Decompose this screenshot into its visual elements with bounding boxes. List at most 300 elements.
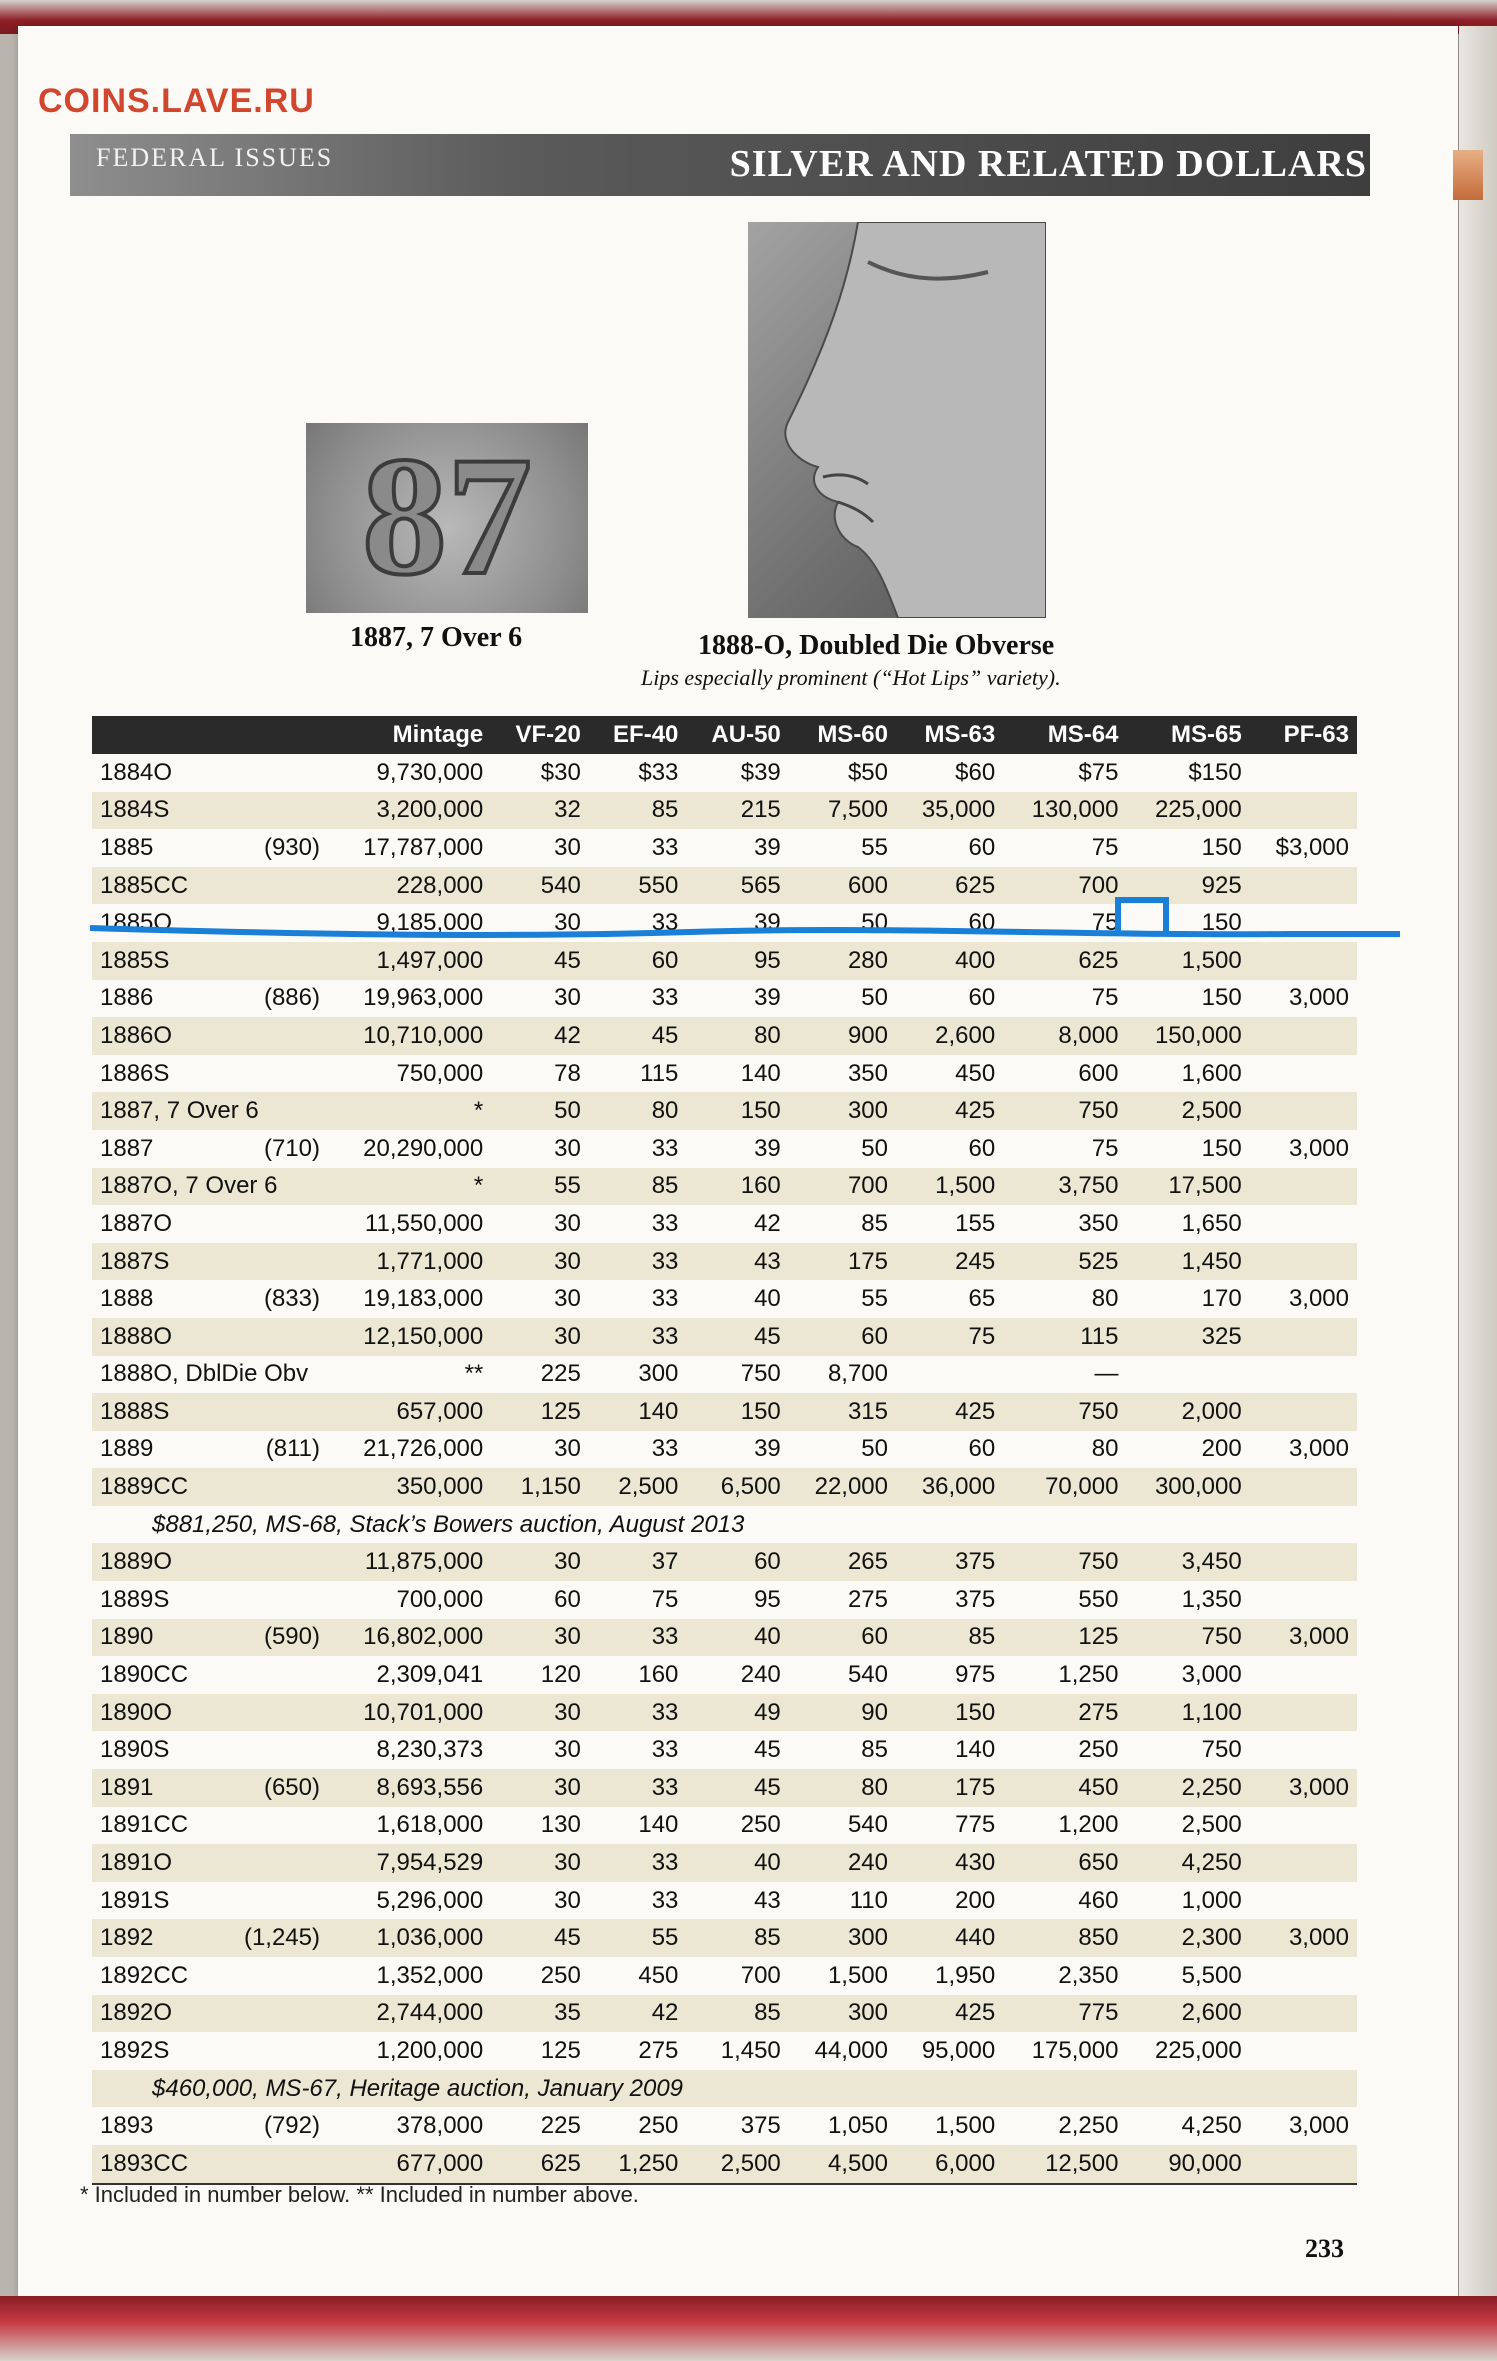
price-cell: 150 <box>896 1694 1003 1732</box>
table-row <box>92 829 1357 867</box>
price-cell: 2,500 <box>686 2145 788 2184</box>
price-cell: 42 <box>754 1209 781 1237</box>
price-cell: 6,000 <box>896 2145 1003 2184</box>
price-cell: 2,000 <box>1126 1393 1249 1431</box>
page-number: 233 <box>1305 2234 1344 2263</box>
date-label: 1892CC <box>100 1961 189 1989</box>
price-cell: 150 <box>686 1393 788 1431</box>
table-row <box>92 1919 1357 1957</box>
date-label: 1889O <box>100 1548 173 1576</box>
price-cell: 565 <box>686 867 788 905</box>
price-cell: 225 <box>540 2112 581 2140</box>
price-cell: 225,000 <box>1126 792 1249 830</box>
price-cell: 80 <box>589 1092 687 1130</box>
price-cell: 60 <box>554 1585 581 1613</box>
photo-caption-subtitle: Lips especially prominent (“Hot Lips” variety). <box>641 665 1061 690</box>
price-cell: 3,000 <box>1288 1285 1349 1313</box>
row-date <box>92 829 328 867</box>
table-row <box>92 1055 1357 1093</box>
price-cell: 1,200 <box>1058 1811 1119 1839</box>
price-cell: 3,000 <box>1288 1134 1349 1162</box>
price-cell: 280 <box>789 942 896 980</box>
date-label: 1890S <box>100 1736 170 1764</box>
price-cell: 325 <box>1126 1318 1249 1356</box>
price-cell: 3,000 <box>1181 1661 1242 1689</box>
price-cell: 45 <box>589 1017 687 1055</box>
mintage-cell: 378,000 <box>396 2112 484 2140</box>
table-row <box>92 1168 1357 1206</box>
column-header <box>92 716 328 754</box>
price-cell: 2,300 <box>1126 1919 1249 1957</box>
table-row <box>92 1243 1357 1281</box>
date-label: 1885S <box>100 946 170 974</box>
mintage-cell: 2,744,000 <box>328 1995 491 2033</box>
mintage-cell: 1,497,000 <box>328 942 491 980</box>
price-cell: 33 <box>651 1134 679 1162</box>
price-cell: 95 <box>686 942 788 980</box>
price-cell <box>1250 867 1357 905</box>
price-cell: 85 <box>589 792 687 830</box>
date-label: 1885CC <box>100 871 189 899</box>
date-label: 1890O <box>100 1698 173 1726</box>
price-cell: 90 <box>789 1694 896 1732</box>
price-cell: 75 <box>1091 909 1119 937</box>
row-date <box>92 1356 328 1394</box>
price-cell: 1,500 <box>935 2112 996 2140</box>
price-cell: 60 <box>968 984 996 1012</box>
date-label: 1888S <box>100 1397 170 1425</box>
price-cell: 700 <box>1003 867 1126 905</box>
table-row <box>92 1731 1357 1769</box>
mintage-cell: 11,550,000 <box>364 1209 484 1237</box>
row-date <box>92 1995 328 2033</box>
price-cell: 550 <box>1078 1585 1119 1613</box>
price-cell: 775 <box>955 1811 996 1839</box>
price-cell: 30 <box>491 1844 589 1882</box>
row-date <box>92 1055 328 1093</box>
price-cell: 8,700 <box>827 1360 888 1388</box>
price-cell: 430 <box>896 1844 1003 1882</box>
price-cell: 85 <box>686 1995 788 2033</box>
price-cell: $33 <box>638 758 679 786</box>
row-date <box>92 1468 328 1506</box>
price-cell <box>1250 1318 1357 1356</box>
price-cell: 30 <box>491 1769 589 1807</box>
row-date <box>92 2032 328 2070</box>
price-cell: $3,000 <box>1275 833 1349 861</box>
price-cell: 170 <box>1201 1285 1242 1313</box>
price-cell: 275 <box>638 2036 679 2064</box>
price-cell: 1,100 <box>1126 1694 1249 1732</box>
column-header: AU-50 <box>686 716 788 754</box>
scan-background-bottom <box>0 2296 1497 2361</box>
price-cell: 600 <box>1078 1059 1119 1087</box>
price-cell: 30 <box>554 833 581 861</box>
price-cell: 440 <box>896 1919 1003 1957</box>
price-cell: 37 <box>589 1543 687 1581</box>
price-cell <box>1250 1356 1357 1394</box>
price-cell: 44,000 <box>814 2036 888 2064</box>
price-cell: 1,150 <box>491 1468 589 1506</box>
row-date <box>92 1807 328 1845</box>
table-row <box>92 1694 1357 1732</box>
column-header: MS-65 <box>1126 716 1249 754</box>
mintage-cell: 19,183,000 <box>363 1285 484 1313</box>
price-cell: 50 <box>861 1134 888 1162</box>
row-date <box>92 1130 328 1168</box>
price-cell: 43 <box>754 1886 781 1914</box>
price-cell: 1,450 <box>1126 1243 1249 1281</box>
date-label: 1893 <box>100 2112 154 2140</box>
price-cell: 3,750 <box>1003 1168 1126 1206</box>
price-cell: 125 <box>491 1393 589 1431</box>
price-cell: 425 <box>896 1393 1003 1431</box>
row-date <box>92 1581 328 1619</box>
price-cell: 75 <box>896 1318 1003 1356</box>
price-cell: 45 <box>491 1919 589 1957</box>
row-date <box>92 1168 328 1206</box>
date-label: 1887O <box>100 1209 173 1237</box>
table-row <box>92 1356 1357 1394</box>
row-date <box>92 867 328 905</box>
price-cell: 33 <box>589 1694 687 1732</box>
price-cell: 425 <box>896 1995 1003 2033</box>
row-date <box>92 1243 328 1281</box>
price-cell: 130,000 <box>1003 792 1126 830</box>
proof-mintage: (792) <box>263 2112 320 2140</box>
price-cell: 60 <box>789 1318 896 1356</box>
row-date <box>92 1280 328 1318</box>
price-cell: 300 <box>789 1092 896 1130</box>
mintage-cell: 750,000 <box>396 1059 484 1087</box>
price-cell: 33 <box>651 1285 679 1313</box>
column-header: MS-60 <box>789 716 896 754</box>
price-cell <box>1250 1807 1357 1845</box>
photo-caption-1888o-ddo: 1888-O, Doubled Die Obverse <box>698 630 1055 661</box>
price-cell: 80 <box>789 1769 896 1807</box>
price-cell: 540 <box>491 867 589 905</box>
price-cell: 1,500 <box>827 1961 888 1989</box>
price-cell: 125 <box>1003 1619 1126 1657</box>
header-title: SILVER AND RELATED DOLLARS <box>729 143 1367 185</box>
price-cell: 350 <box>847 1059 888 1087</box>
table-row <box>92 1957 1357 1995</box>
price-cell: 85 <box>896 1619 1003 1657</box>
price-cell: 95,000 <box>921 2036 996 2064</box>
column-header: MS-64 <box>1003 716 1126 754</box>
price-cell: 150 <box>1201 833 1242 861</box>
price-cell: 30 <box>491 1543 589 1581</box>
table-row <box>92 1431 1357 1469</box>
price-cell: 750 <box>1003 1092 1126 1130</box>
price-cell: 925 <box>1126 867 1249 905</box>
price-cell <box>1250 1656 1357 1694</box>
price-cell: 30 <box>554 1886 581 1914</box>
price-cell: 2,500 <box>1181 1811 1242 1839</box>
mintage-cell: 350,000 <box>328 1468 491 1506</box>
mintage-cell: 10,701,000 <box>328 1694 491 1732</box>
price-cell: 85 <box>861 1209 888 1237</box>
price-cell <box>1250 754 1357 792</box>
price-cell: 33 <box>651 1209 679 1237</box>
page-tab-marker <box>1453 150 1483 200</box>
mintage-cell: 17,787,000 <box>363 833 484 861</box>
price-cell: 140 <box>955 1736 996 1764</box>
price-cell: 12,500 <box>1003 2145 1126 2184</box>
price-cell: $150 <box>1188 758 1242 786</box>
row-date <box>92 1543 328 1581</box>
date-label: 1889S <box>100 1585 170 1613</box>
mintage-cell: 1,036,000 <box>328 1919 491 1957</box>
price-cell: 30 <box>554 909 581 937</box>
price-cell: 1,000 <box>1181 1886 1242 1914</box>
price-cell: 65 <box>968 1285 996 1313</box>
table-row <box>92 1318 1357 1356</box>
proof-mintage: (590) <box>263 1623 320 1651</box>
price-cell: 250 <box>1078 1736 1119 1764</box>
column-header: VF-20 <box>491 716 589 754</box>
mintage-cell: 9,185,000 <box>376 909 484 937</box>
mintage-cell: 677,000 <box>328 2145 491 2184</box>
price-cell <box>1250 1468 1357 1506</box>
table-row <box>92 2145 1357 2184</box>
row-date <box>92 1205 328 1243</box>
price-cell: 1,250 <box>589 2145 687 2184</box>
price-cell: 30 <box>491 1619 589 1657</box>
mintage-cell: 1,352,000 <box>376 1961 484 1989</box>
price-cell: 80 <box>686 1017 788 1055</box>
proof-mintage: (833) <box>263 1285 320 1313</box>
row-date <box>92 1431 328 1469</box>
date-label: 1889CC <box>100 1473 189 1501</box>
price-cell <box>1126 1356 1249 1394</box>
header-section-label: FEDERAL ISSUES <box>96 143 334 172</box>
table-row <box>92 1280 1357 1318</box>
price-cell: 625 <box>1003 942 1126 980</box>
auction-note-row <box>92 2070 1357 2108</box>
price-cell: 3,000 <box>1250 1769 1357 1807</box>
price-cell: 30 <box>554 1736 581 1764</box>
price-cell: 525 <box>1003 1243 1126 1281</box>
mintage-cell: 700,000 <box>396 1585 484 1613</box>
date-label: 1888O <box>100 1322 173 1350</box>
date-label: 1886S <box>100 1059 170 1087</box>
price-cell: 33 <box>589 1769 687 1807</box>
footnote: * Included in number below. ** Included in number above. <box>80 2182 639 2207</box>
price-cell: 2,350 <box>1058 1961 1119 1989</box>
price-cell: 1,500 <box>896 1168 1003 1206</box>
price-cell: 300,000 <box>1126 1468 1249 1506</box>
price-cell: 50 <box>861 909 888 937</box>
price-cell: 7,500 <box>789 792 896 830</box>
price-cell: 450 <box>955 1059 996 1087</box>
price-cell: 1,350 <box>1181 1585 1242 1613</box>
price-cell <box>1250 942 1357 980</box>
price-cell: 625 <box>896 867 1003 905</box>
blue-pen-underline <box>90 924 1400 944</box>
table-row <box>92 792 1357 830</box>
price-cell: 225,000 <box>1154 2036 1242 2064</box>
table-row <box>92 1092 1357 1130</box>
price-cell: 39 <box>754 1134 781 1162</box>
table-row <box>92 1807 1357 1845</box>
price-cell: 35 <box>491 1995 589 2033</box>
mintage-cell: 1,618,000 <box>376 1811 484 1839</box>
price-cell: 30 <box>554 1209 581 1237</box>
price-cell: 1,500 <box>1126 942 1249 980</box>
price-cell: 33 <box>589 1619 687 1657</box>
price-cell: 1,950 <box>935 1961 996 1989</box>
table-row <box>92 1995 1357 2033</box>
date-label: 1891S <box>100 1886 170 1914</box>
row-date <box>92 1731 328 1769</box>
mintage-cell: 9,730,000 <box>376 758 484 786</box>
table-row <box>92 1581 1357 1619</box>
column-header: MS-63 <box>896 716 1003 754</box>
row-date <box>92 2145 328 2184</box>
price-cell: 80 <box>1091 1435 1119 1463</box>
auction-record-note: $460,000, MS-67, Heritage auction, January 2009 <box>92 2070 1357 2108</box>
price-cell: 1,050 <box>827 2112 888 2140</box>
price-cell: 95 <box>754 1585 781 1613</box>
price-cell: 90,000 <box>1126 2145 1249 2184</box>
price-cell: 50 <box>491 1092 589 1130</box>
price-cell: 140 <box>740 1059 781 1087</box>
price-cell: 750 <box>740 1360 781 1388</box>
proof-mintage: (886) <box>263 984 320 1012</box>
price-cell: 375 <box>740 2112 781 2140</box>
price-cell: 200 <box>1201 1435 1242 1463</box>
row-date <box>92 1919 328 1957</box>
price-cell: 85 <box>686 1919 788 1957</box>
table-row <box>92 2032 1357 2070</box>
date-label: 1890CC <box>100 1661 189 1689</box>
auction-note-row <box>92 1506 1357 1544</box>
price-cell: 3,000 <box>1250 1919 1357 1957</box>
date-label: 1888 <box>100 1285 154 1313</box>
price-cell: 250 <box>540 1961 581 1989</box>
price-cell: 30 <box>491 1694 589 1732</box>
price-cell: 75 <box>651 1585 679 1613</box>
price-cell: 33 <box>651 1886 679 1914</box>
price-cell <box>1250 1957 1357 1995</box>
price-cell: 750 <box>1126 1619 1249 1657</box>
row-date <box>92 980 328 1018</box>
date-label: 1893CC <box>100 2149 189 2177</box>
price-cell: 175 <box>896 1769 1003 1807</box>
date-label: 1892S <box>100 2036 170 2064</box>
price-cell: 6,500 <box>686 1468 788 1506</box>
price-cell: 750 <box>1201 1736 1242 1764</box>
price-cell: 275 <box>847 1585 888 1613</box>
price-cell: 540 <box>847 1811 888 1839</box>
price-cell: 400 <box>896 942 1003 980</box>
date-label: 1889 <box>100 1435 154 1463</box>
price-cell: 160 <box>686 1168 788 1206</box>
proof-mintage: (650) <box>263 1773 320 1801</box>
mintage-cell: * <box>328 1092 491 1130</box>
price-cell: 50 <box>861 1435 888 1463</box>
price-cell: 150 <box>686 1092 788 1130</box>
price-cell: 110 <box>849 1886 888 1914</box>
price-cell: 250 <box>740 1811 781 1839</box>
price-cell <box>1250 1995 1357 2033</box>
date-label: 1890 <box>100 1623 154 1651</box>
price-cell: 55 <box>861 833 888 861</box>
overdate-digits-image <box>306 423 588 613</box>
price-cell: 215 <box>686 792 788 830</box>
price-cell: 33 <box>589 1318 687 1356</box>
price-cell: 350 <box>1078 1209 1119 1237</box>
mintage-cell: 228,000 <box>328 867 491 905</box>
price-cell: 540 <box>847 1661 888 1689</box>
price-cell <box>1250 1694 1357 1732</box>
price-cell: 775 <box>1003 1995 1126 2033</box>
table-row <box>92 1619 1357 1657</box>
mintage-cell: 7,954,529 <box>328 1844 491 1882</box>
row-date <box>92 2107 328 2145</box>
price-cell: 4,500 <box>789 2145 896 2184</box>
price-cell <box>1250 1543 1357 1581</box>
price-cell: 60 <box>968 1435 996 1463</box>
price-cell: 36,000 <box>896 1468 1003 1506</box>
row-date <box>92 1318 328 1356</box>
price-cell <box>1250 1092 1357 1130</box>
price-cell: $30 <box>540 758 581 786</box>
price-cell <box>1250 1243 1357 1281</box>
price-cell: 85 <box>861 1736 888 1764</box>
price-cell: 40 <box>686 1844 788 1882</box>
price-cell <box>1250 1017 1357 1055</box>
price-cell: 4,250 <box>1181 2112 1242 2140</box>
proof-mintage: (1,245) <box>243 1924 320 1952</box>
price-cell: 375 <box>955 1585 996 1613</box>
price-cell: — <box>1094 1360 1119 1388</box>
date-label: 1885 <box>100 833 154 861</box>
price-cell: 175,000 <box>1031 2036 1119 2064</box>
column-header: Mintage <box>328 716 491 754</box>
date-label: 1892O <box>100 1999 173 2027</box>
table-row <box>92 942 1357 980</box>
price-cell: 30 <box>554 1285 581 1313</box>
price-cell: 1,600 <box>1181 1059 1242 1087</box>
price-cell: 55 <box>491 1168 589 1206</box>
price-cell: 275 <box>1003 1694 1126 1732</box>
row-date <box>92 1619 328 1657</box>
price-cell: 45 <box>686 1318 788 1356</box>
page-edge <box>1459 26 1497 2306</box>
price-cell: 900 <box>789 1017 896 1055</box>
date-label: 1884O <box>100 758 173 786</box>
mintage-cell: 3,200,000 <box>328 792 491 830</box>
table-row <box>92 1205 1357 1243</box>
price-cell: 150 <box>1201 909 1242 937</box>
proof-mintage: (811) <box>265 1435 320 1463</box>
price-cell: 250 <box>638 2112 679 2140</box>
price-cell: 700 <box>740 1961 781 1989</box>
price-cell: 45 <box>491 942 589 980</box>
price-cell: 33 <box>589 1844 687 1882</box>
price-cell: 55 <box>589 1919 687 1957</box>
price-cell: 155 <box>955 1209 996 1237</box>
price-cell: 33 <box>651 1435 679 1463</box>
price-cell: 2,250 <box>1058 2112 1119 2140</box>
price-cell <box>1250 2032 1357 2070</box>
mintage-cell: 2,309,041 <box>376 1661 484 1689</box>
price-cell: 39 <box>754 984 781 1012</box>
price-cell: 75 <box>1091 1134 1119 1162</box>
price-cell: 60 <box>589 942 687 980</box>
